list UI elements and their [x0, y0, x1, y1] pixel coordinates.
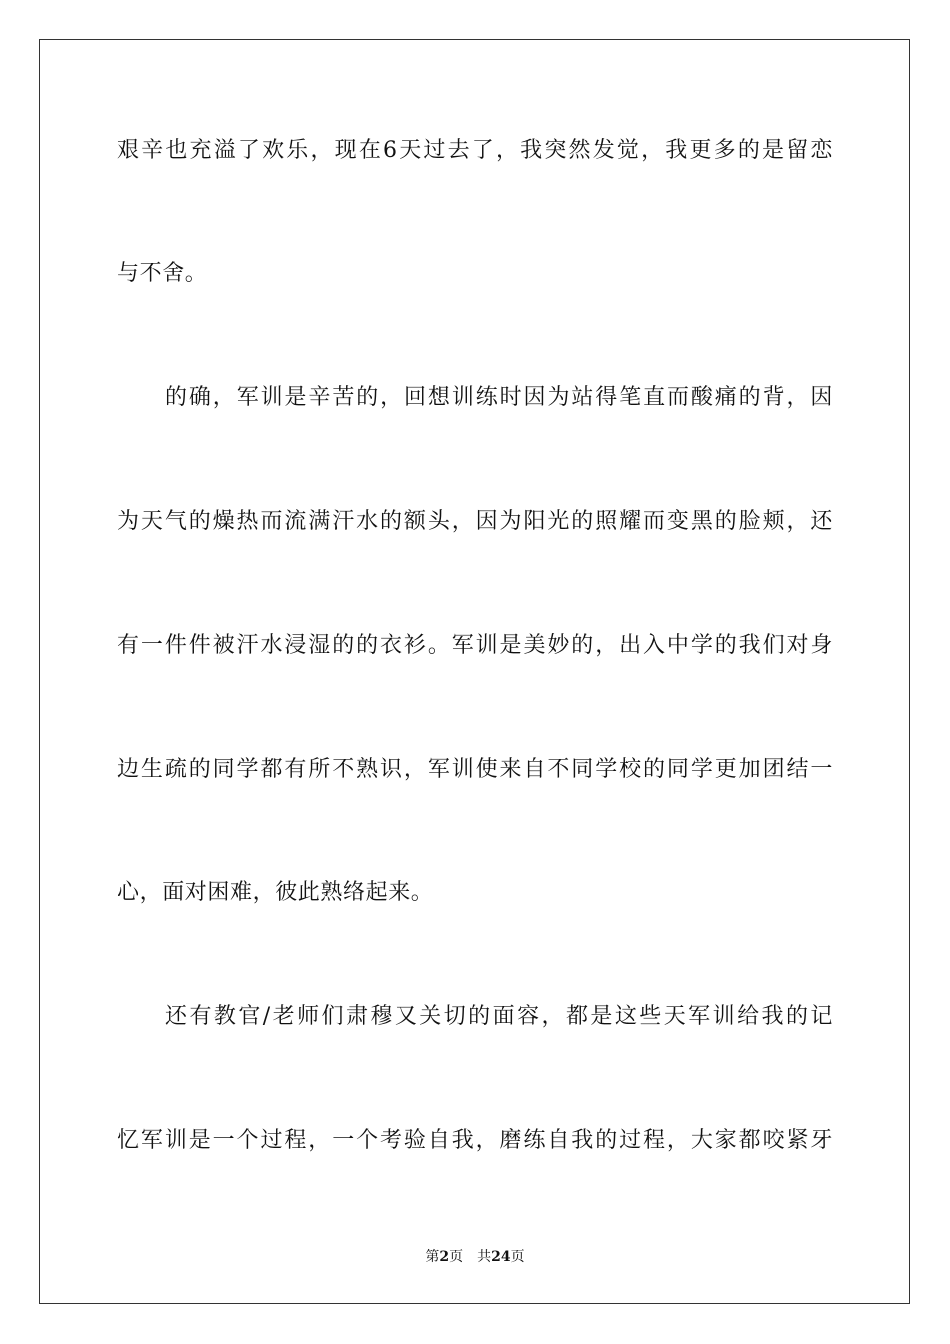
page-footer [0, 1247, 950, 1267]
text-line-2: 与不舍。 [117, 261, 208, 286]
footer-page-prefix: 第 [425, 1249, 440, 1265]
text-line-4: 为天气的燥热而流满汗水的额头，因为阳光的照耀而变黑的脸颊，还 [117, 509, 833, 534]
footer-page-number: 2 [439, 1249, 450, 1265]
text-line-8: 还有教官/老师们肃穆又关切的面容，都是这些天军训给我的记 [165, 1004, 833, 1029]
text-line-3: 的确，军训是辛苦的，回想训练时因为站得笔直而酸痛的背，因 [165, 385, 833, 410]
page-border [39, 39, 910, 1304]
text-line-1: 艰辛也充溢了欢乐，现在6天过去了，我突然发觉，我更多的是留恋 [117, 138, 833, 163]
text-line-9: 忆军训是一个过程，一个考验自我，磨练自我的过程，大家都咬紧牙 [117, 1128, 833, 1153]
footer-total-suffix: 页 [510, 1249, 525, 1265]
text-line-6: 边生疏的同学都有所不熟识，军训使来自不同学校的同学更加团结一 [117, 757, 833, 782]
text-line-7: 心，面对困难，彼此熟络起来。 [117, 880, 434, 905]
footer-page-suffix: 页 [449, 1249, 464, 1265]
footer-total-prefix: 共 [477, 1249, 492, 1265]
text-line-5: 有一件件被汗水浸湿的的衣衫。军训是美妙的，出入中学的我们对身 [117, 633, 833, 658]
footer-total-pages: 24 [491, 1249, 511, 1265]
